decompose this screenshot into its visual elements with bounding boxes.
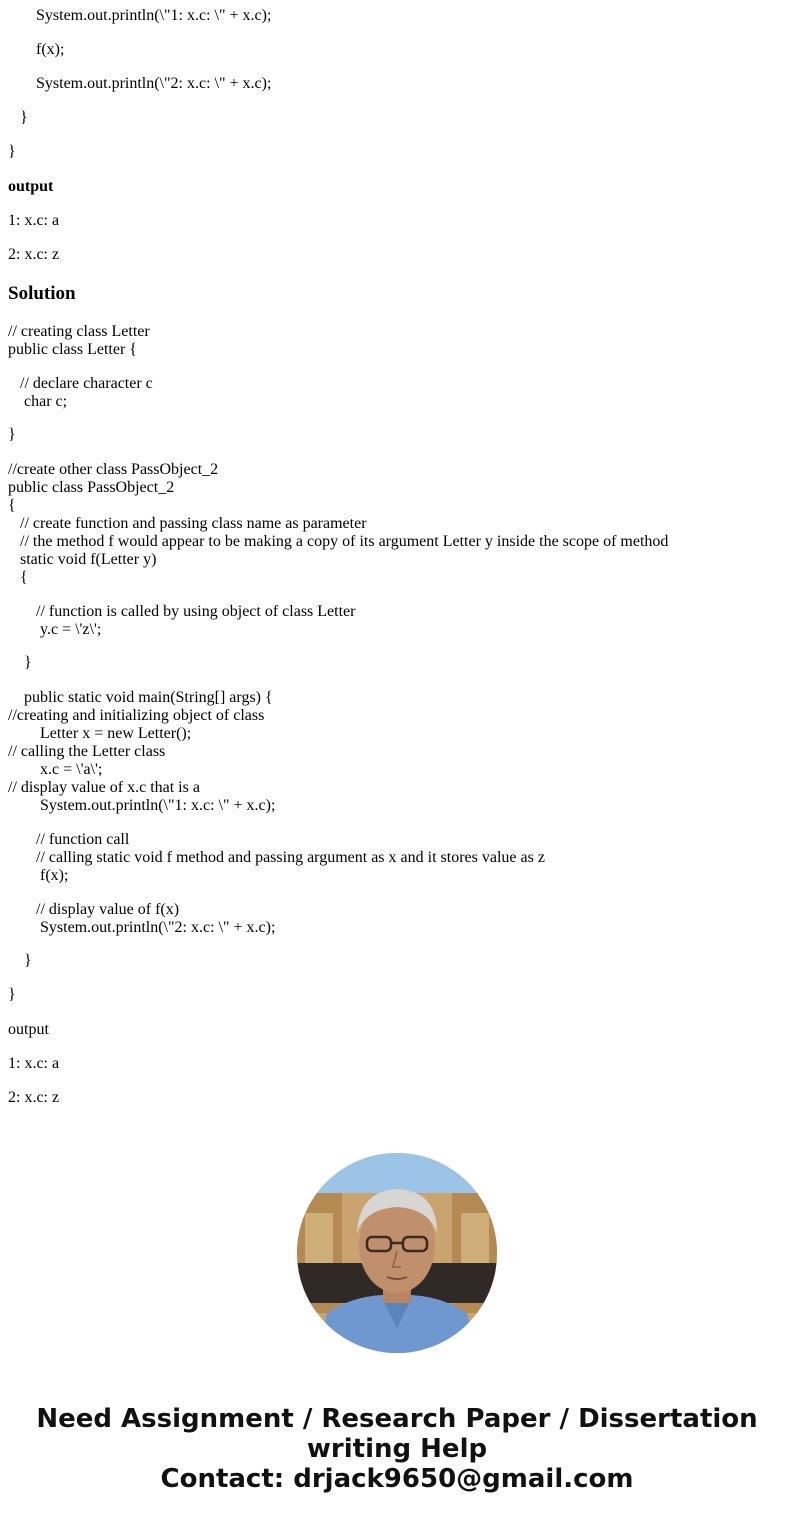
code-line: // function is called by using object of class Letter (8, 603, 356, 620)
code-line: public class PassObject_2 (8, 479, 175, 496)
output-line: 2: x.c: z (8, 1089, 60, 1106)
code-line: // function call (8, 831, 130, 848)
footer-line-1: Need Assignment / Research Paper / Dissertation (36, 1404, 758, 1434)
code-line: // the method f would appear to be making a copy of its argument Letter y inside the scope of method (8, 533, 669, 550)
code-line: // calling the Letter class (8, 743, 166, 760)
code-line: } (8, 109, 28, 126)
code-line: // calling static void f method and passing argument as x and it stores value as z (8, 849, 545, 866)
code-line: f(x); (8, 41, 65, 58)
code-line: System.out.println(\"1: x.c: \" + x.c); (8, 797, 276, 814)
code-line: // display value of x.c that is a (8, 779, 200, 796)
output-label: output (8, 178, 54, 195)
footer-line-2: writing Help (306, 1434, 488, 1464)
code-line: //creating and initializing object of class (8, 707, 265, 724)
code-line: } (8, 426, 16, 443)
code-line: //create other class PassObject_2 (8, 461, 219, 478)
code-line: } (8, 654, 32, 671)
code-line: static void f(Letter y) (8, 551, 157, 568)
output-line: 1: x.c: a (8, 1055, 60, 1072)
footer-contact (0, 1404, 794, 1494)
code-line: System.out.println(\"2: x.c: \" + x.c); (8, 919, 276, 936)
solution-heading: Solution (8, 283, 76, 304)
code-line: System.out.println(\"1: x.c: \" + x.c); (8, 7, 272, 24)
author-photo (297, 1153, 497, 1353)
code-line: // create function and passing class name as parameter (8, 515, 367, 532)
code-line: f(x); (8, 867, 69, 884)
code-line: Letter x = new Letter(); (8, 725, 192, 742)
code-line: public class Letter { (8, 341, 137, 358)
code-line: // display value of f(x) (8, 901, 180, 918)
code-line: { (8, 569, 28, 586)
code-line: public static void main(String[] args) { (8, 689, 273, 706)
output-label: output (8, 1021, 49, 1038)
code-line: } (8, 952, 32, 969)
code-line: // creating class Letter (8, 323, 150, 340)
code-line: } (8, 986, 16, 1003)
code-line: y.c = \'z\'; (8, 621, 102, 638)
code-line: x.c = \'a\'; (8, 761, 103, 778)
output-line: 2: x.c: z (8, 246, 60, 263)
code-line: // declare character c (8, 375, 153, 392)
code-line: char c; (8, 393, 68, 410)
code-line: } (8, 143, 16, 160)
code-line: System.out.println(\"2: x.c: \" + x.c); (8, 75, 272, 92)
footer-contact-email: Contact: drjack9650@gmail.com (160, 1464, 634, 1494)
output-line: 1: x.c: a (8, 212, 60, 229)
code-line: { (8, 497, 16, 514)
